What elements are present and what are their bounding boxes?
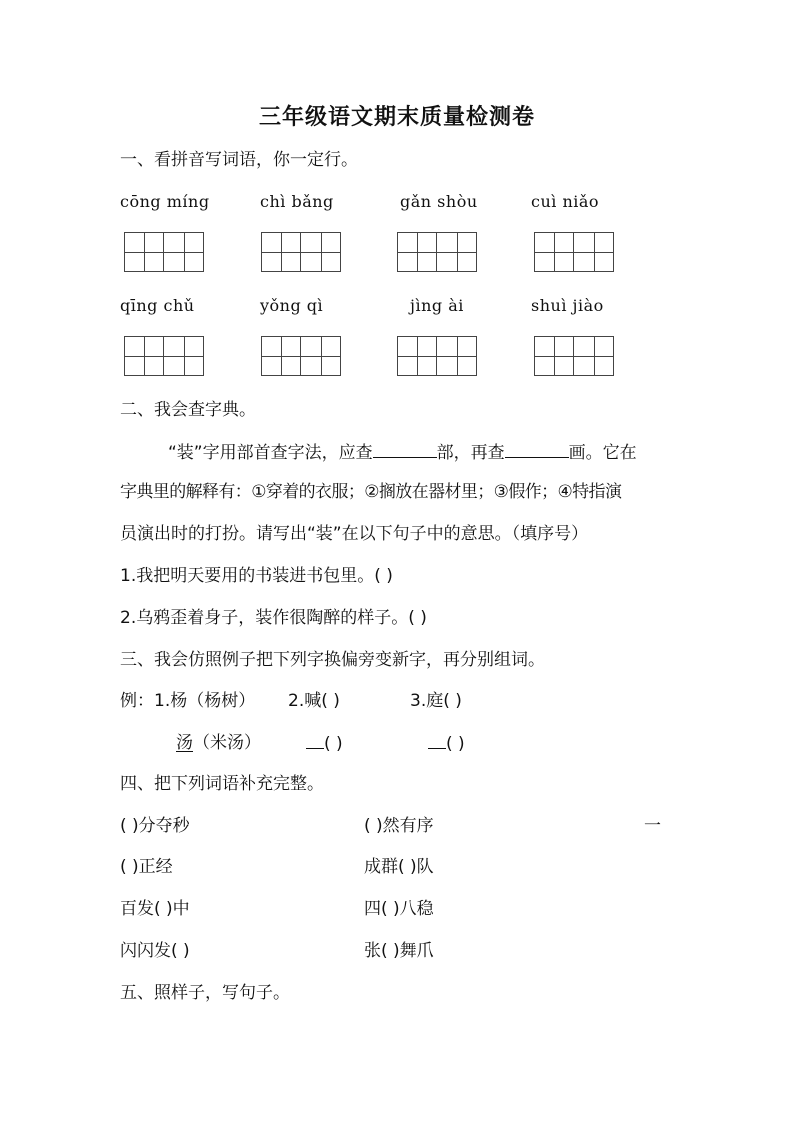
radical-answer-3 <box>428 733 465 754</box>
idiom-item-5: 成群( )队 <box>364 857 434 877</box>
writing-grid-8[interactable] <box>534 336 614 376</box>
pinyin-2: chì bǎng <box>260 192 334 211</box>
dictionary-definitions: 字典里的解释有：①穿着的衣服；②搁放在器材里；③假作；④特指演 <box>120 482 622 502</box>
section-1-heading: 一、看拼音写词语，你一定行。 <box>120 150 358 170</box>
example-char: 汤 <box>176 733 193 753</box>
example-word: （米汤） <box>193 733 261 753</box>
idiom-item-9: 张( )舞爪 <box>364 941 434 961</box>
pinyin-4: cuì niǎo <box>531 192 600 211</box>
dictionary-instruction: 员演出时的打扮。请写出“装”在以下句子中的意思。（填序号） <box>120 524 589 544</box>
pinyin-8: shuì jiào <box>531 296 604 315</box>
radical-question-3: 3.庭( ) <box>410 691 462 711</box>
writing-grid-5[interactable] <box>124 336 204 376</box>
page-title: 三年级语文期末质量检测卷 <box>258 104 535 130</box>
pinyin-5: qīng chǔ <box>120 296 195 315</box>
idiom-item-2: ( )然有序 <box>364 816 434 836</box>
idiom-item-6: 百发( )中 <box>120 899 190 919</box>
writing-grid-4[interactable] <box>534 232 614 272</box>
pinyin-1: cōng míng <box>120 192 210 211</box>
stroke-count-blank[interactable] <box>505 441 569 458</box>
writing-grid-1[interactable] <box>124 232 204 272</box>
new-char-blank-2[interactable] <box>306 733 324 749</box>
section-5-heading: 五、照样子，写句子。 <box>120 983 290 1003</box>
word-blank-2: ( ) <box>324 734 343 754</box>
writing-grid-6[interactable] <box>261 336 341 376</box>
new-char-blank-3[interactable] <box>428 733 446 749</box>
pinyin-3: gǎn shòu <box>400 192 478 211</box>
word-blank-3: ( ) <box>446 734 465 754</box>
dict-text-b: 部，再查 <box>436 443 505 463</box>
writing-grid-3[interactable] <box>397 232 477 272</box>
pinyin-6: yǒng qì <box>260 296 324 315</box>
idiom-item-3: 一 <box>644 816 661 836</box>
example-answer <box>176 733 261 753</box>
dictionary-question-2: 2.乌鸦歪着身子，装作很陶醉的样子。( ) <box>120 608 427 628</box>
section-3-heading: 三、我会仿照例子把下列字换偏旁变新字，再分别组词。 <box>120 650 545 670</box>
dictionary-question-1: 1.我把明天要用的书装进书包里。( ) <box>120 566 393 586</box>
idiom-item-1: ( )分夺秒 <box>120 816 190 836</box>
idiom-item-4: ( )正经 <box>120 857 173 877</box>
section-2-heading: 二、我会查字典。 <box>120 400 256 420</box>
idiom-item-7: 四( )八稳 <box>364 899 434 919</box>
dict-text-c: 画。它在 <box>568 443 637 463</box>
example-1: 例：1.杨（杨树） <box>120 691 256 711</box>
radical-answer-2 <box>306 733 343 754</box>
section-4-heading: 四、把下列词语补充完整。 <box>120 774 324 794</box>
idiom-item-8: 闪闪发( ) <box>120 941 190 961</box>
writing-grid-2[interactable] <box>261 232 341 272</box>
dict-text-a: “装”字用部首查字法，应查 <box>168 443 373 463</box>
radical-blank[interactable] <box>373 441 437 458</box>
dictionary-question-line-1 <box>168 441 637 463</box>
pinyin-7: jìng ài <box>410 296 464 315</box>
writing-grid-7[interactable] <box>397 336 477 376</box>
radical-question-2: 2.喊( ) <box>288 691 340 711</box>
